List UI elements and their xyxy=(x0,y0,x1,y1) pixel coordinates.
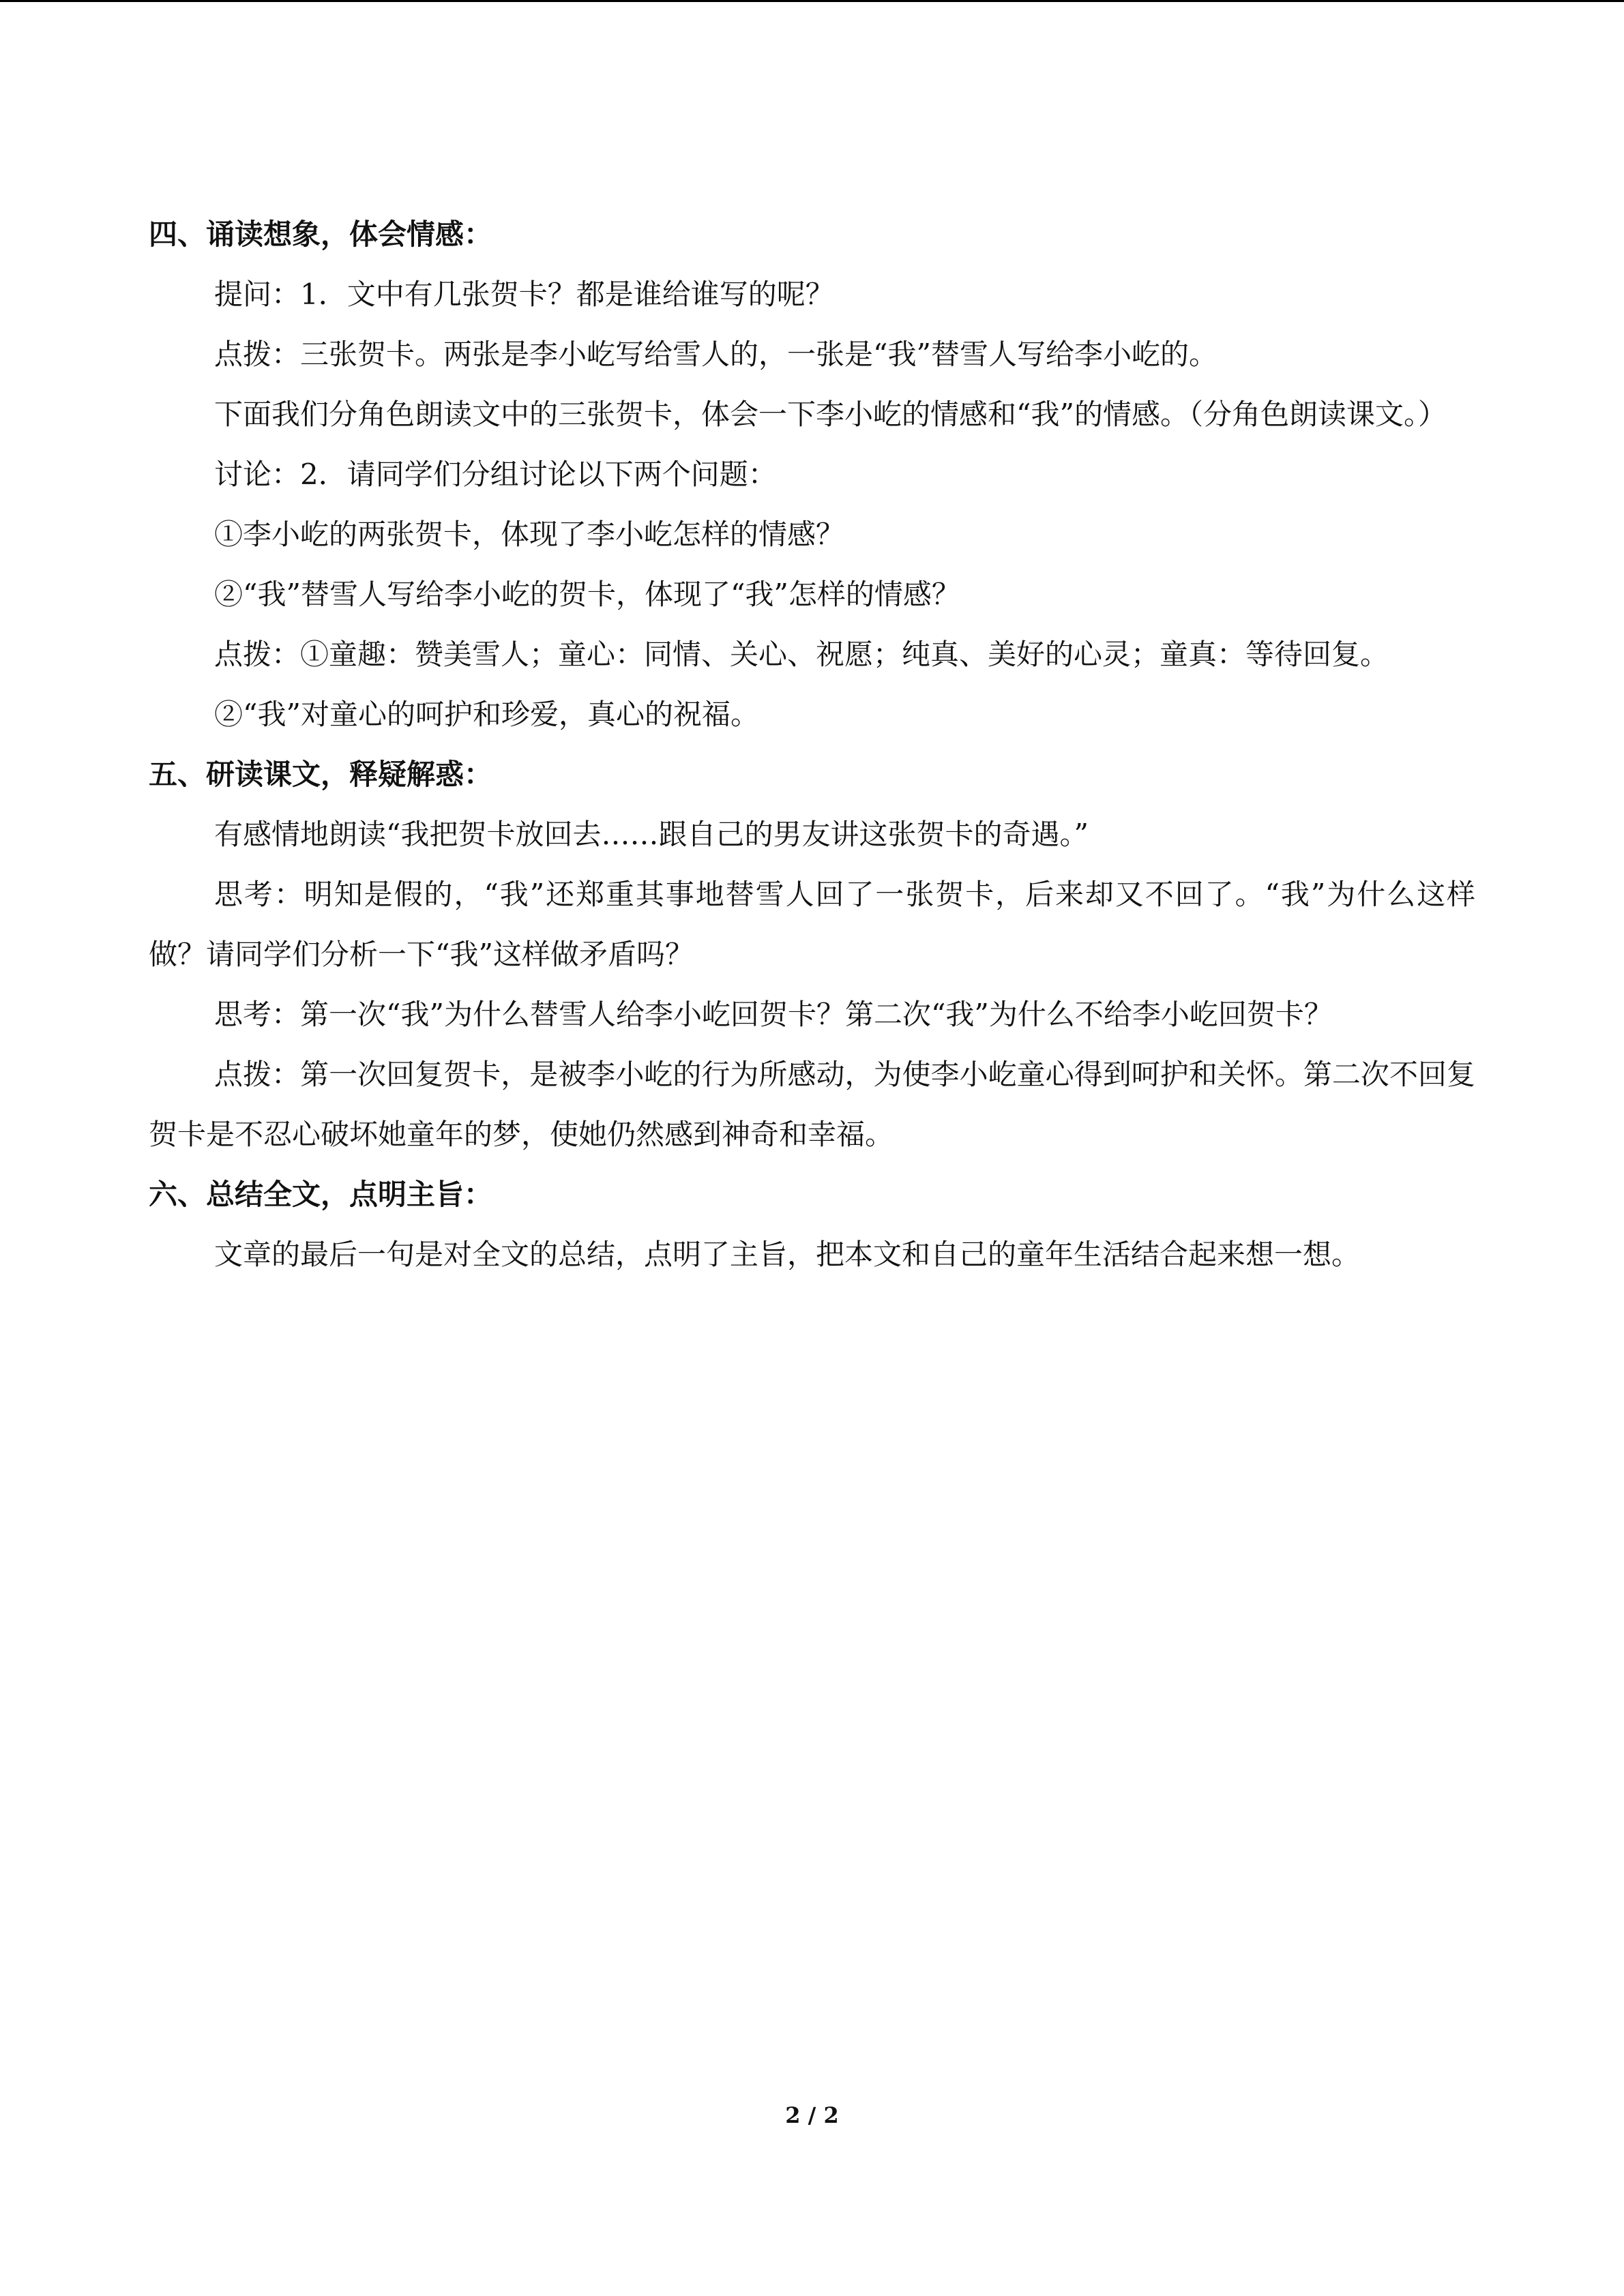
paragraph: ②“我”对童心的呵护和珍爱，真心的祝福。 xyxy=(214,698,759,731)
paragraph: 有感情地朗读“我把贺卡放回去……跟自己的男友讲这张贺卡的奇遇。” xyxy=(214,818,1089,851)
paragraph: 提问：1．文中有几张贺卡？都是谁给谁写的呢？ xyxy=(214,278,834,311)
top-border-line xyxy=(0,0,1624,2)
paragraph: ②“我”替雪人写给李小屹的贺卡，体现了“我”怎样的情感？ xyxy=(214,578,960,611)
page-number: 2 / 2 xyxy=(785,2102,839,2128)
document-body xyxy=(149,205,1475,1285)
section-heading: 六、总结全文，点明主旨： xyxy=(149,1178,493,1211)
paragraph: 点拨：三张贺卡。两张是李小屹写给雪人的，一张是“我”替雪人写给李小屹的。 xyxy=(214,338,1217,371)
paragraph: 讨论：2．请同学们分组讨论以下两个问题： xyxy=(214,458,777,491)
section-6 xyxy=(149,1165,1475,1285)
paragraph: 下面我们分角色朗读文中的三张贺卡，体会一下李小屹的情感和“我”的情感。（分角色朗读课文。） xyxy=(214,398,1447,431)
paragraph: 点拨：第一次回复贺卡，是被李小屹的行为所感动，为使李小屹童心得到呵护和关怀。第二次不回复贺卡是不忍心破坏她童年的梦，使她仍然感到神奇和幸福。 xyxy=(149,1058,1475,1151)
paragraph: 思考：明知是假的，“我”还郑重其事地替雪人回了一张贺卡，后来却又不回了。“我”为什么这样做？请同学们分析一下“我”这样做矛盾吗？ xyxy=(149,878,1475,971)
section-4 xyxy=(149,205,1475,745)
paragraph: 点拨：①童趣：赞美雪人；童心：同情、关心、祝愿；纯真、美好的心灵；童真：等待回复。 xyxy=(214,638,1389,671)
paragraph: 文章的最后一句是对全文的总结，点明了主旨，把本文和自己的童年生活结合起来想一想。 xyxy=(214,1238,1361,1271)
section-5 xyxy=(149,745,1475,1165)
section-heading: 五、研读课文，释疑解惑： xyxy=(149,758,493,791)
paragraph: 思考：第一次“我”为什么替雪人给李小屹回贺卡？第二次“我”为什么不给李小屹回贺卡？ xyxy=(214,998,1333,1031)
paragraph: ①李小屹的两张贺卡，体现了李小屹怎样的情感？ xyxy=(214,518,845,551)
section-heading: 四、诵读想象，体会情感： xyxy=(149,218,493,251)
